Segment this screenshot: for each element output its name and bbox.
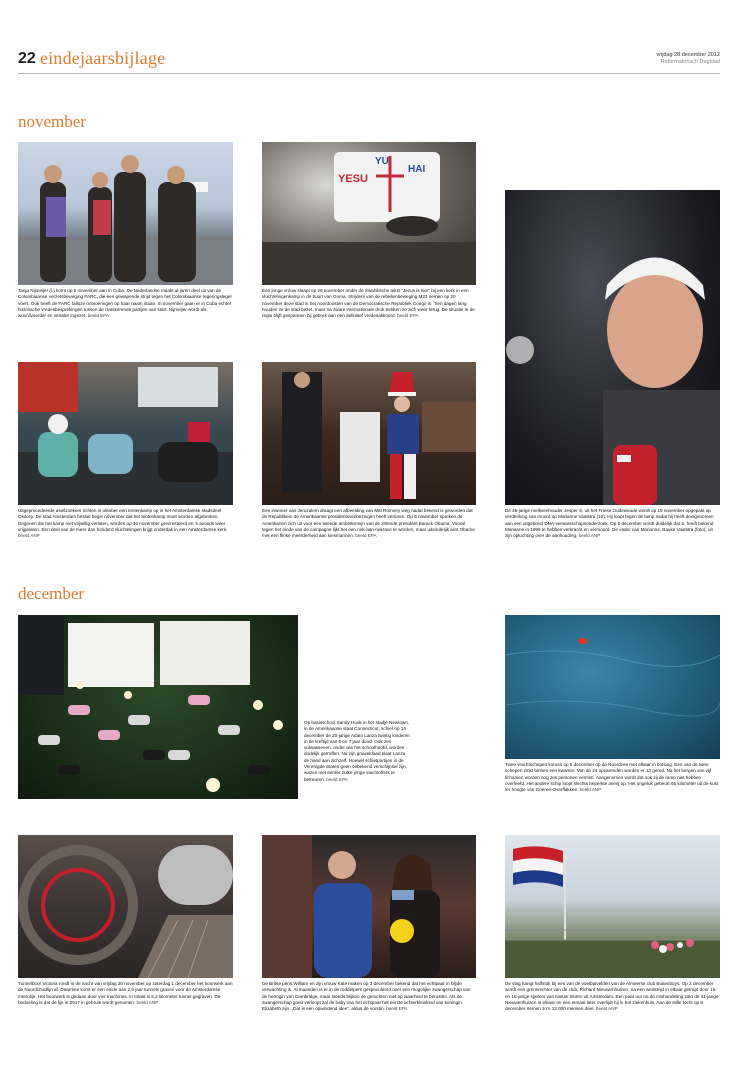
tunnel-illustration — [18, 835, 233, 978]
photo-credit: beeld EPA — [386, 1006, 408, 1012]
header-rule — [18, 73, 720, 74]
photo-tunnel-boring-victoria[interactable] — [18, 835, 233, 978]
caption-text: Tunnelboor Victoria rondt in de nacht van vrijdag 30 november op zaterdag 1 december het boorwerk aan de Noord/Zuidlijn af. Daarmee komt er een einde aan 2,5 jaar tunnels graven voor de Amsterdamse metrolijn. Het boorwerk is gedaan door vier machines. In totaal is 6,2 kilometer tunnel gegraven. De bedoeling is dat de lijn in 2017 in gebruik wordt genomen. — [18, 981, 233, 1005]
caption-text: Een inwoner van Jeruzalem draagt een afbeelding van Mitt Romney weg nadat bekend is geworden dat de Republikein de Amerikaanse presidentsverkiezingen heeft verloren. Op 6 november spreken de Amerikanen zich uit voor een tweede ambtstermijn van de zittende president Barack Obama. Vooral tegen het einde van de campagne lijkt het een nek-aan-nekrace te worden, maar uiteindelijk wint Obama met een flinke meerderheid aan kiesmannen. — [262, 508, 475, 539]
caption-text: De vlag hangt halfstok bij een van de voetbalvelden van de Almeerse club Buitenboys. Op 2 december wordt een grensrechter van de club, Richard Nieuwenhuizen, na een wedstrijd in elkaar getrapt door 15- en 16-jarige spelers van Nieuw Sloten uit Amsterdam. Een paar uur na de mishandeling zakt de 41-jarige Nieuwenhuizen in elkaar en een etmaal later overlijdt hij in het ziekenhuis. Aan de stille tocht op 9 december nemen zo’n 12.000 mensen deel. — [505, 981, 719, 1012]
photo-buitenboys-flag[interactable] — [505, 835, 720, 978]
photo-credit: beeld ANP — [579, 787, 602, 793]
caption-tunnel-boring-victoria — [18, 981, 233, 1006]
svg-text:YU: YU — [375, 156, 389, 167]
month-heading-december: december — [18, 584, 85, 603]
photo-tanja-nijmeijer[interactable] — [18, 142, 233, 285]
photo-bauke-vaatstra[interactable] — [505, 190, 720, 505]
caption-romney-jerusalem — [262, 508, 476, 539]
photo-credit: beeld ANP — [578, 533, 601, 539]
caption-sandy-hook — [304, 720, 410, 783]
photo-credit: beeld EPA — [397, 313, 419, 319]
publication-name: Reformatorisch Dagblad — [660, 59, 720, 65]
month-heading-november: november — [18, 112, 86, 131]
caption-buitenboys-flag — [505, 981, 720, 1012]
sign-lettering — [262, 142, 476, 285]
section-title: eindejaarsbijlage — [40, 48, 166, 68]
caption-asylum-camp — [18, 508, 233, 539]
caption-goma-church — [262, 288, 476, 319]
caption-text: Uitgeprocedeerde asielzoekers richten in oktober een tentenkamp op in het Amsterdamse stadsdeel Osdorp. De stad Amsterdam besluit begin november dat het tentenkamp moet worden afgebroken. Degenen die het kamp niet vrijwillig verlaten, worden op 30 november gearresteerd en ’s avonds weer vrijgelaten. Een deel van de meer dan honderd vluchtelingen krijgt onderdak in een Amsterdamse kerk. — [18, 508, 228, 532]
photo-credit: beeld ANP — [136, 999, 159, 1005]
memorial-illustration — [18, 615, 298, 799]
camp-illustration — [18, 362, 233, 505]
couple-illustration — [262, 835, 476, 978]
header-meta — [656, 52, 720, 66]
photo-william-and-kate[interactable] — [262, 835, 476, 978]
caption-text: Op basisschool Sandy Hook in het stadje Newtown, in de Amerikaanse staat Connecticut, schiet op 14 december de 20-jarige Adam Lanza twintig kinderen in de leeftijd van 6 en 7 jaar dood. Ook zes volwassenen, onder wie het schoolhoofd, worden dodelijk getroffen. Na zijn gruweldaad slaat Lanza de hand aan zichzelf. Hoewel schietpartijen in de Verenigde Staten geen onbekend verschijnsel zijn, wazen niet eerder zulke jonge slachtoffers te betreuren. — [304, 720, 410, 782]
photo-north-sea-collision[interactable] — [505, 615, 720, 759]
caption-text: Twee vrachtschepen komen op 5 december op de Noordzee met elkaar in botsing. Een van de twee schepen zinkt binnen een kwartier. Van de 24 opvarenden worden er 13 gered. Na het bergen van vijf lichamen worden nog zes personen vermist. Aangenomen wordt dat ook zij de ramp niet hebben overleefd. Het andere schip loopt slechts beperkte averij op. Het ongeluk gebeurt 65 kilometer uit de kust ter hoogte van Goeree-Overflakkee. — [505, 762, 719, 793]
caption-bauke-vaatstra — [505, 508, 720, 539]
svg-text:HAI: HAI — [408, 164, 426, 175]
caption-text: Tanja Nijmeijer (l.) komt op 5 november aan in Cuba. De Nederlandse maakt al jaren deel uit van de Colombiaanse verzetsbeweging FARC, die een gewapende strijd tegen het Colombiaanse regeringsleger voert. Ook heeft de FARC talloze ontvoeringen op haar naam staan. In november gaan er in Cuba echter historische vredesbesprekingen tussen de rivaliserende partijen van start. Nijmeijer wordt als woordvoerder en vertaler ingezet. — [18, 288, 232, 319]
group-of-people-illustration — [18, 142, 233, 285]
portrait-illustration — [505, 190, 720, 505]
photo-credit: beeld EPA — [355, 533, 377, 539]
photo-credit: beeld ANP — [595, 1006, 618, 1012]
photo-sandy-hook-memorial[interactable] — [18, 615, 298, 799]
photo-asylum-camp[interactable] — [18, 362, 233, 505]
svg-text:YESU: YESU — [338, 173, 368, 185]
caption-william-and-kate — [262, 981, 476, 1012]
caption-text: Een jonge vrouw slaapt op 28 november onder de Swahilische tekst “Jezus is hier” bij een kerk in een vluchtelingenkamp in de buurt van Goma. Strijders van de rebellenbeweging M23 nemen op 20 november deze stad in het noordoosten van de Democratische Republiek Congo in. Tien dagen lang houden ze de stad bezet, maar na zware internationale druk trekken ze zich weer terug. De situatie in de regio blijft gespannen bij gebrek aan een definitief vredesakkoord. — [262, 288, 475, 319]
photo-goma-church[interactable] — [262, 142, 476, 285]
photo-romney-jerusalem[interactable] — [262, 362, 476, 505]
page-number: 22 — [18, 50, 36, 67]
photo-credit: beeld EPA — [87, 313, 110, 319]
photo-credit: beeld EPA — [326, 776, 348, 782]
uncle-sam-illustration — [262, 362, 476, 505]
issue-date: vrijdag 28 december 2012 — [656, 52, 720, 58]
caption-text: De Britse prins William en zijn vrouw Kate maken op 3 december bekend dat het echtpaar in blijde verwachting is. Al maanden is er in de roddelpers gespeculeerd over een mogelijke zwangerschap van de hertogin van Cambridge, maar steeds blijken de geruchten niet op waarheid te berusten. Als de zwangerschap goed verloopt zal de baby van het echtpaar het eerste achterkleinkind van koningin Elizabeth zijn. „Dat is een opwindend idee”, aldus de vorstin. — [262, 981, 471, 1012]
caption-tanja-nijmeijer — [18, 288, 233, 319]
flag-field-illustration — [505, 835, 720, 978]
photo-credit: beeld ANP — [18, 533, 40, 539]
caption-text: De 45-jarige melkveehouder Jesper S. uit het Friese Oudewoude wordt op 19 november opgepakt op verdenking van moord op Marianne Vaatstra (16). Hij loopt tegen de lamp nadat hij heeft deelgenomen aan een uitgebreid DNA-verwantschapsonderzoek. Op 6 december wordt duidelijk dat S. heeft bekend Marianne in 1999 te hebben verkracht en vermoord. De vader van Marianne, Bauke Vaatstra (foto), uit zijn opluchting over de aanhouding. — [505, 508, 714, 539]
caption-north-sea-collision — [505, 762, 720, 793]
sea-illustration — [505, 615, 720, 759]
